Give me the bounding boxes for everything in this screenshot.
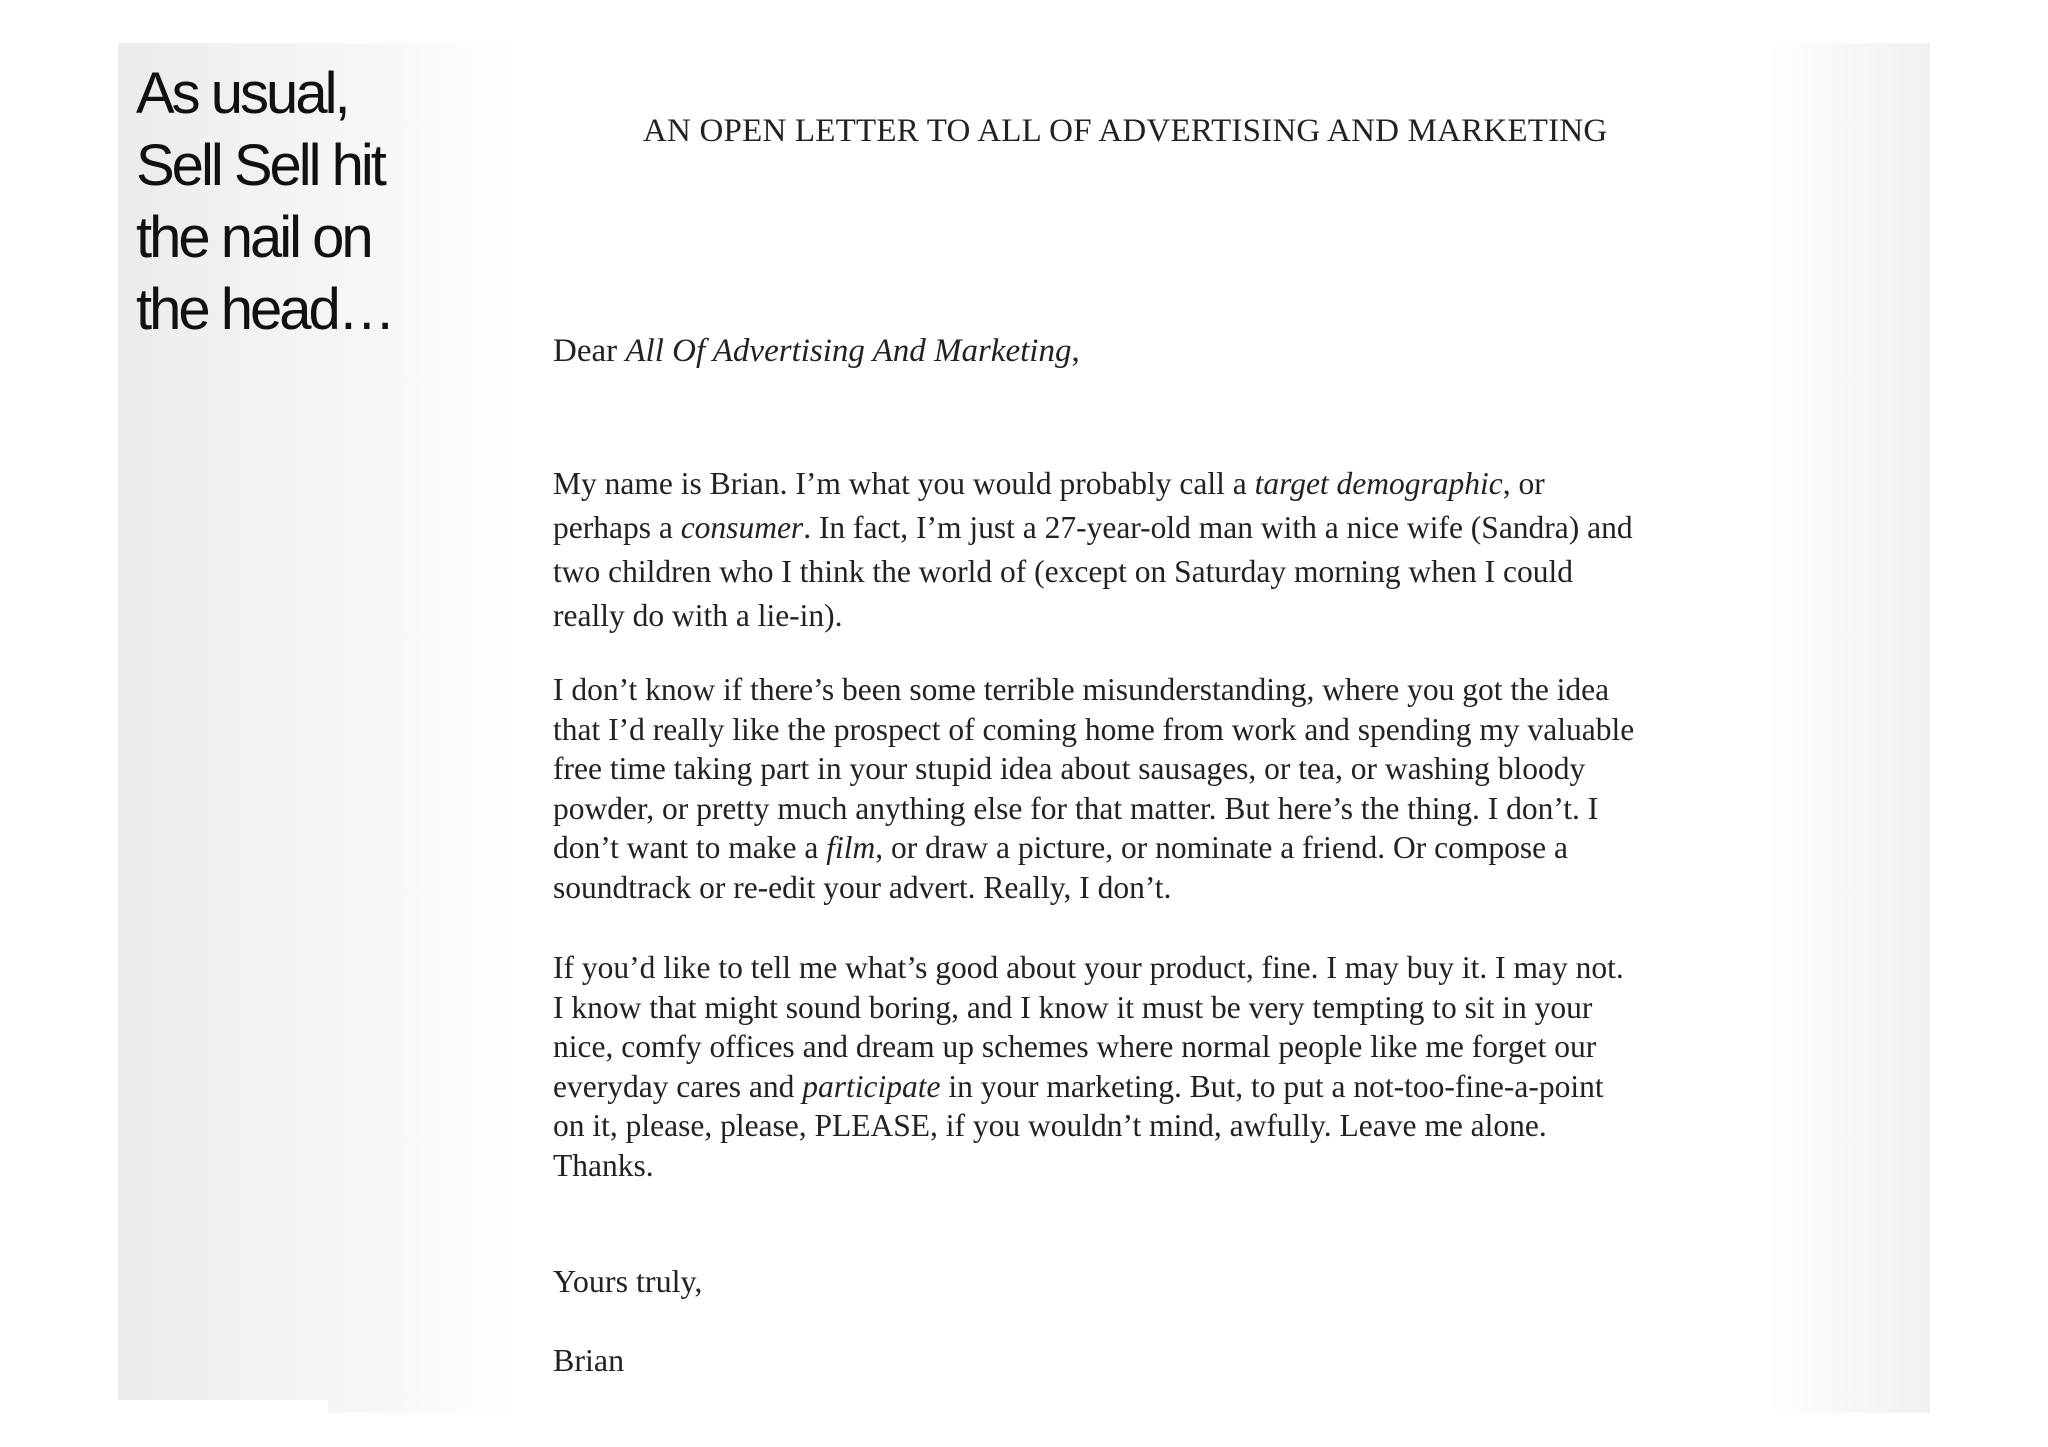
paragraph-line: free time taking part in your stupid idea about sausages, or tea, or washing bloody bbox=[553, 751, 1586, 786]
caption-line: the head… bbox=[136, 277, 393, 342]
text-run: . In fact, I’m just a 27-year-old man with a nice wife (Sandra) and bbox=[803, 510, 1633, 545]
salutation-recipient: All Of Advertising And Marketing bbox=[625, 333, 1072, 369]
paragraph-line: I don’t know if there’s been some terrible misunderstanding, where you got the idea bbox=[553, 672, 1610, 707]
text-run: My name is Brian. I’m what you would probably call a bbox=[553, 466, 1255, 501]
paragraph-line bbox=[553, 1067, 1624, 1107]
slide-caption bbox=[136, 58, 466, 346]
paragraph-line bbox=[553, 828, 1634, 868]
emphasis-text: consumer bbox=[680, 510, 804, 545]
text-run: don’t want to make a bbox=[553, 830, 827, 865]
caption-line: As usual, bbox=[136, 61, 348, 126]
letter-paragraph-1 bbox=[553, 462, 1633, 638]
letter-title: AN OPEN LETTER TO ALL OF ADVERTISING AND MARKETING bbox=[643, 113, 1608, 149]
paragraph-line: powder, or pretty much anything else for that matter. But here’s the thing. I don’t. I bbox=[553, 790, 1599, 826]
paragraph-line: really do with a lie-in). bbox=[553, 598, 843, 633]
emphasis-text: film bbox=[826, 830, 876, 865]
text-run: , or bbox=[1502, 466, 1545, 501]
text-run: everyday cares and bbox=[553, 1068, 803, 1104]
letter-signature: Brian bbox=[553, 1342, 625, 1378]
text-run: in your marketing. But, to put a not-too-fine-a-point bbox=[940, 1068, 1604, 1104]
panel-edge bbox=[118, 1400, 328, 1447]
emphasis-text: participate bbox=[802, 1068, 941, 1104]
paragraph-line: that I’d really like the prospect of coming home from work and spending my valuable bbox=[553, 711, 1635, 747]
caption-line: the nail on bbox=[136, 205, 371, 270]
paragraph-line bbox=[553, 506, 1633, 550]
paragraph-line: two children who I think the world of (except on Saturday morning when I could bbox=[553, 554, 1574, 589]
paragraph-line: If you’d like to tell me what’s good about your product, fine. I may buy it. I may not. bbox=[553, 950, 1624, 985]
paragraph-line bbox=[553, 462, 1633, 506]
letter-paragraph-3 bbox=[553, 948, 1624, 1185]
text-run: , or draw a picture, or nominate a friend. Or compose a bbox=[875, 830, 1568, 865]
paragraph-line: Thanks. bbox=[553, 1147, 654, 1183]
paragraph-line: nice, comfy offices and dream up schemes where normal people like me forget our bbox=[553, 1029, 1597, 1064]
letter-salutation bbox=[553, 333, 1080, 370]
letter-closing: Yours truly, bbox=[553, 1263, 703, 1299]
paragraph-line: soundtrack or re-edit your advert. Really, I don’t. bbox=[553, 869, 1172, 905]
paragraph-line: on it, please, please, PLEASE, if you wouldn’t mind, awfully. Leave me alone. bbox=[553, 1108, 1547, 1143]
text-run: perhaps a bbox=[553, 510, 681, 545]
salutation-suffix: , bbox=[1071, 333, 1080, 369]
caption-line: Sell Sell hit bbox=[136, 133, 384, 198]
paragraph-line: I know that might sound boring, and I know it must be very tempting to sit in your bbox=[553, 989, 1593, 1025]
letter-paragraph-2 bbox=[553, 670, 1634, 907]
emphasis-text: target demographic bbox=[1254, 466, 1503, 501]
salutation-prefix: Dear bbox=[553, 333, 626, 369]
